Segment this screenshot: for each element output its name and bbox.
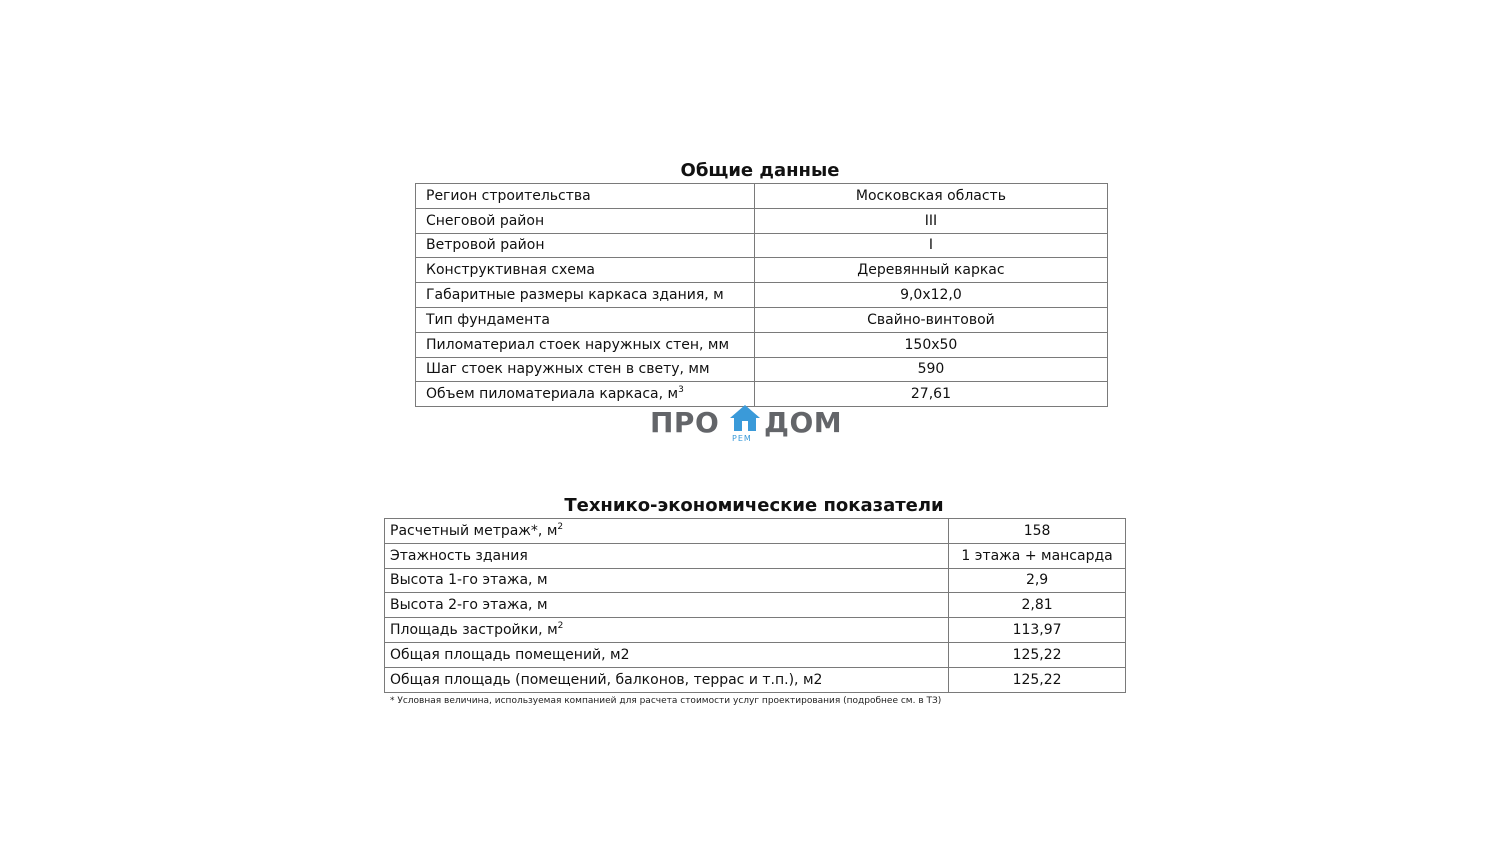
row-value: 1 этажа + мансарда (949, 543, 1126, 568)
row-value: 2,9 (949, 568, 1126, 593)
logo-text-left: ПРО (650, 406, 720, 439)
table-row (416, 357, 1108, 382)
unit-superscript: 2 (557, 621, 564, 632)
row-value: III (754, 208, 1107, 233)
table-row (385, 519, 1126, 544)
house-icon (729, 404, 761, 432)
row-value: 125,22 (949, 642, 1126, 667)
row-label: Пиломатериал стоек наружных стен, мм (416, 332, 755, 357)
row-label (416, 382, 755, 407)
row-label-text: Объем пиломатериала каркаса, м (426, 386, 679, 403)
general-data-table (415, 183, 1108, 407)
table-row (385, 642, 1126, 667)
row-label: Снеговой район (416, 208, 755, 233)
row-label: Высота 1-го этажа, м (385, 568, 949, 593)
general-data-title: Общие данные (680, 160, 840, 181)
row-label (385, 519, 949, 544)
row-label: Тип фундамента (416, 307, 755, 332)
row-value: 9,0x12,0 (754, 283, 1107, 308)
unit-superscript: 3 (678, 385, 684, 396)
row-value: 158 (949, 519, 1126, 544)
row-label: Этажность здания (385, 543, 949, 568)
company-logo (650, 404, 850, 446)
logo-subtext: РЕМ (732, 434, 752, 443)
row-value: Деревянный каркас (754, 258, 1107, 283)
unit-superscript: 2 (557, 521, 564, 532)
table-row (385, 543, 1126, 568)
row-label: Общая площадь (помещений, балконов, террас и т.п.), м2 (385, 667, 949, 692)
row-value: Свайно-винтовой (754, 307, 1107, 332)
table-row (416, 332, 1108, 357)
table-row (416, 307, 1108, 332)
row-label (385, 618, 949, 643)
row-value: 590 (754, 357, 1107, 382)
footnote: * Условная величина, используемая компанией для расчета стоимости услуг проектирования (подробнее см. в ТЗ) (390, 696, 942, 706)
row-label: Ветровой район (416, 233, 755, 258)
tep-title: Технико-экономические показатели (564, 495, 944, 516)
row-label: Высота 2-го этажа, м (385, 593, 949, 618)
row-label: Шаг стоек наружных стен в свету, мм (416, 357, 755, 382)
row-value: 150x50 (754, 332, 1107, 357)
row-value: 27,61 (754, 382, 1107, 407)
row-label: Габаритные размеры каркаса здания, м (416, 283, 755, 308)
table-row (385, 618, 1126, 643)
table-row (416, 208, 1108, 233)
row-value: 125,22 (949, 667, 1126, 692)
row-value: 2,81 (949, 593, 1126, 618)
table-row (385, 593, 1126, 618)
logo-text-right: ДОМ (764, 406, 843, 439)
row-value: I (754, 233, 1107, 258)
row-label-text: Площадь застройки, м (390, 622, 558, 639)
row-value: 113,97 (949, 618, 1126, 643)
table-row (416, 184, 1108, 209)
table-row (416, 233, 1108, 258)
table-row (385, 568, 1126, 593)
row-label: Конструктивная схема (416, 258, 755, 283)
table-row (416, 382, 1108, 407)
tep-table (384, 518, 1126, 693)
row-label: Регион строительства (416, 184, 755, 209)
row-label-text: Расчетный метраж*, м (390, 522, 558, 539)
row-label: Общая площадь помещений, м2 (385, 642, 949, 667)
table-row (385, 667, 1126, 692)
row-value: Московская область (754, 184, 1107, 209)
table-row (416, 258, 1108, 283)
table-row (416, 283, 1108, 308)
